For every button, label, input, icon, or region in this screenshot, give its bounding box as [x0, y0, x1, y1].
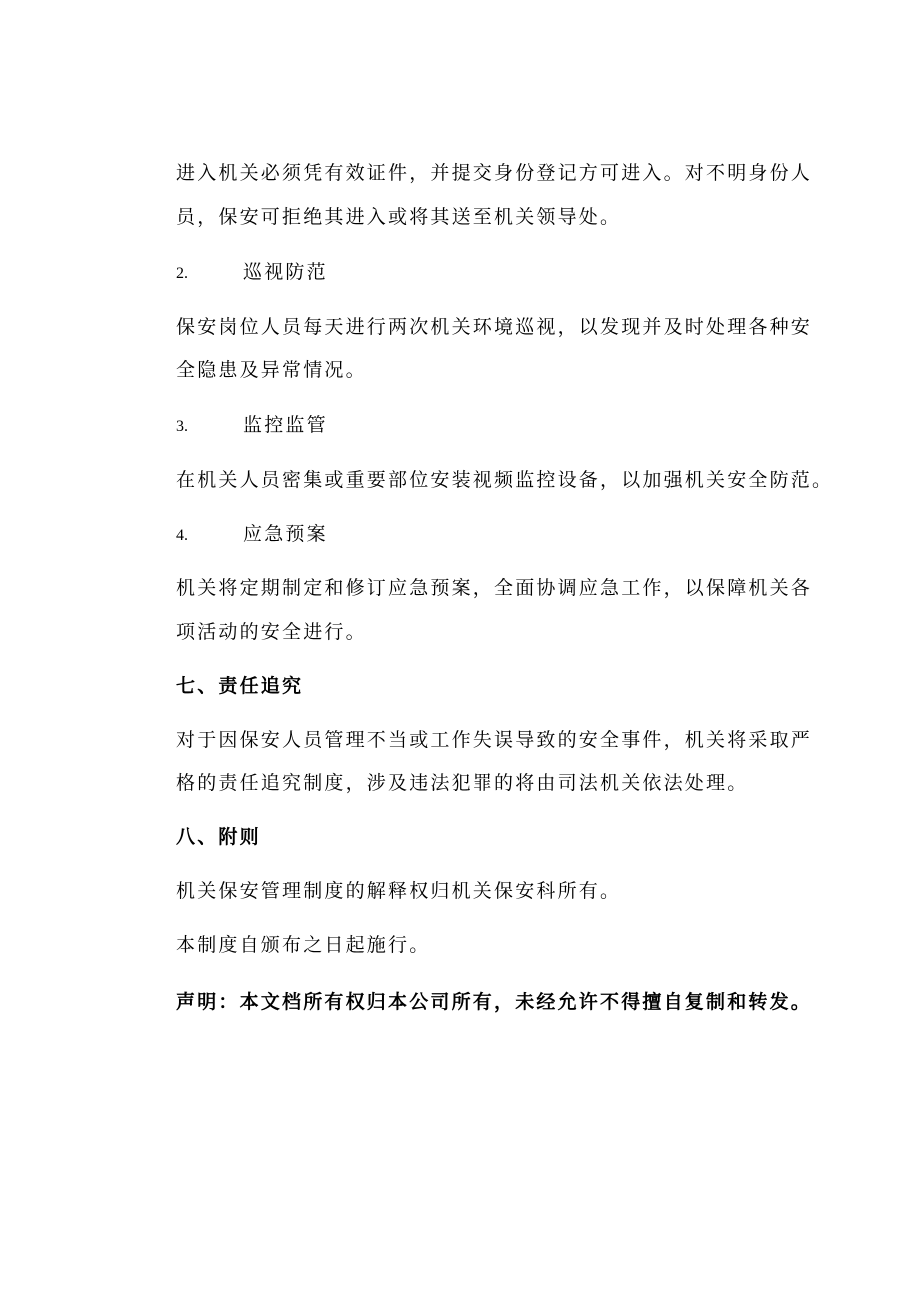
item-2-title: 巡视防范: [243, 261, 328, 283]
paragraph-liability-line-2: 格的责任追究制度，涉及违法犯罪的将由司法机关依法处理。: [176, 772, 749, 794]
section-7-heading: 七、责任追究: [176, 675, 304, 697]
paragraph-effective-date: 本制度自颁布之日起施行。: [176, 934, 431, 956]
item-2-number: 2.: [176, 265, 188, 282]
paragraph-patrol-line-1: 保安岗位人员每天进行两次机关环境巡视，以发现并及时处理各种安: [176, 316, 813, 338]
item-4-number: 4.: [176, 527, 188, 544]
paragraph-monitor-line-1: 在机关人员密集或重要部位安装视频监控设备，以加强机关安全防范。: [176, 469, 834, 491]
copyright-statement: 声明：本文档所有权归本公司所有，未经允许不得擅自复制和转发。: [176, 991, 813, 1013]
paragraph-patrol-line-2: 全隐患及异常情况。: [176, 359, 367, 381]
item-3-title: 监控监管: [243, 414, 328, 436]
paragraph-emergency-line-1: 机关将定期制定和修订应急预案，全面协调应急工作，以保障机关各: [176, 577, 813, 599]
paragraph-entry-line-1: 进入机关必须凭有效证件，并提交身份登记方可进入。对不明身份人: [176, 162, 813, 184]
paragraph-emergency-line-2: 项活动的安全进行。: [176, 621, 367, 643]
paragraph-liability-line-1: 对于因保安人员管理不当或工作失误导致的安全事件，机关将采取严: [176, 729, 813, 751]
paragraph-entry-line-2: 员，保安可拒绝其进入或将其送至机关领导处。: [176, 206, 622, 228]
paragraph-interpretation: 机关保安管理制度的解释权归机关保安科所有。: [176, 880, 622, 902]
section-8-heading: 八、附则: [176, 826, 261, 848]
item-3-number: 3.: [176, 418, 188, 435]
item-4-title: 应急预案: [243, 523, 328, 545]
